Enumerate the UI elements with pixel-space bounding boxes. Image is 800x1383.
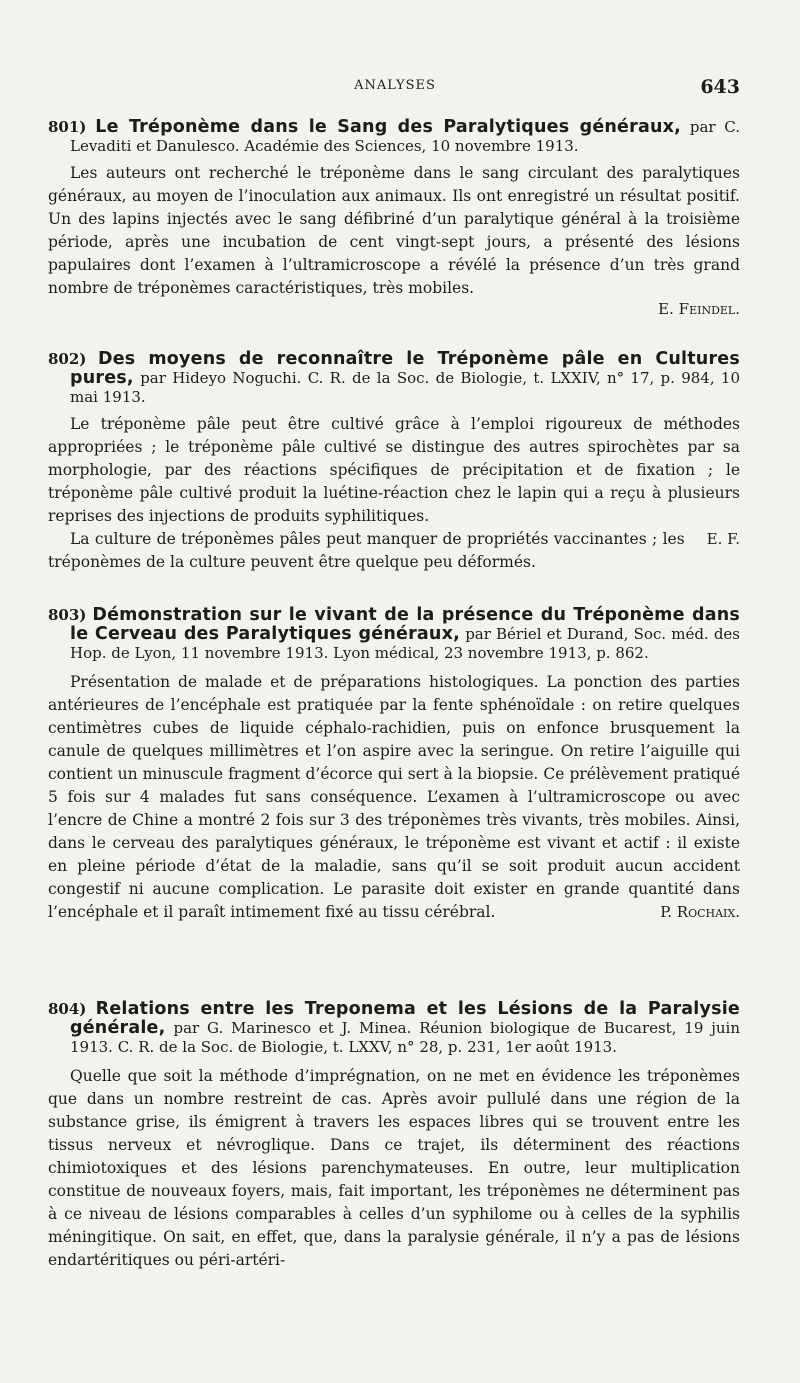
article-number: 803) bbox=[48, 606, 87, 624]
article-paragraph: Les auteurs ont recherché le tréponème dans le sang circulant des paralytiques généraux, au moyen de l’inoculation aux animaux. Ils ont enregistré un résultat positif. Un des lapins injectés avec le sang défibriné d’un paralytique général à la troisième période, après une incubation de cent vingt-sept jours, a présenté des lésions papulaires dont l’examen à l’ultramicroscope a révélé la présence d’un très grand nombre de tréponèmes caractéristiques, très mobiles. bbox=[48, 164, 740, 297]
article-803 bbox=[48, 606, 740, 924]
article-signature: E. Feindel. bbox=[658, 300, 740, 318]
running-head bbox=[50, 78, 740, 100]
article-number: 802) bbox=[48, 350, 87, 368]
article-number: 801) bbox=[48, 118, 87, 136]
article-paragraph-text: Présentation de malade et de préparations histologiques. La ponction des parties antérieures de l’encéphale est pratiquée par la fente sphénoïdale : on retire quelques centimètres cubes de liquide céphalo-rachidien, puis on enfonce brusquement la canule de quelques millimètres et l’on aspire avec la seringue. On retire l’aiguille qui contient un minuscule fragment d’écorce qui sert à la biopsie. Ce prélèvement pratiqué 5 fois sur 4 malades fut sans conséquence. L’examen à l’ultramicroscope ou avec l’encre de Chine a montré 2 fois sur 3 des tréponèmes très vivants, très mobiles. Ainsi, dans le cerveau des paralytiques généraux, le tréponème est vivant et actif : il existe en pleine période d’état de la maladie, sans qu’il se soit produit aucun accident congestif ni aucune complication. Le parasite doit exister en grande quantité dans l’encéphale et il paraît intimement fixé au tissu cérébral. bbox=[48, 673, 740, 921]
article-paragraph-last bbox=[48, 671, 740, 924]
article-citation: par C. Levaditi et Danulesco. Académie des Sciences, 10 novembre 1913. bbox=[70, 118, 740, 155]
article-signature: E. F. bbox=[706, 530, 740, 548]
article-citation: par Hideyo Noguchi. C. R. de la Soc. de Biologie, t. LXXIV, n° 17, p. 984, 10 mai 1913. bbox=[70, 369, 740, 406]
running-title: ANALYSES bbox=[354, 78, 436, 93]
article-heading bbox=[48, 1000, 740, 1057]
article-title: Des moyens de reconnaître le Tréponème pâle en Cultures pures, bbox=[70, 349, 740, 388]
article-paragraph: Le tréponème pâle peut être cultivé grâce à l’emploi rigoureux de méthodes appropriées ; le tréponème pâle cultivé se distingue des autres spirochètes par sa morphologie, par des réactions spécifiques de précipitation et de fixation ; le tréponème pâle cultivé produit la luétine-réaction chez le lapin qui a reçu à plusieurs reprises des injections de produits syphilitiques. bbox=[48, 415, 740, 525]
article-citation: par G. Marinesco et J. Minea. Réunion biologique de Bucarest, 19 juin 1913. C. R. de la Soc. de Biologie, t. LXXV, n° 28, p. 231, 1er août 1913. bbox=[70, 1019, 740, 1056]
article-title: Démonstration sur le vivant de la présence du Tréponème dans le Cerveau des Paralytiques généraux, bbox=[70, 605, 740, 644]
article-signature: P. Rochaix. bbox=[660, 903, 740, 921]
article-title: Relations entre les Treponema et les Lésions de la Paralysie générale, bbox=[70, 999, 740, 1038]
article-number: 804) bbox=[48, 1000, 87, 1018]
article-paragraph: Quelle que soit la méthode d’imprégnation, on ne met en évidence les tréponèmes que dans un nombre restreint de cas. Après avoir pullulé dans une région de la substance grise, ils émigrent à travers les espaces libres qui se trouvent entre les tissus nerveux et névroglique. Dans ce trajet, ils déterminent des réactions chimiotoxiques et des lésions parenchymateuses. En outre, leur multiplication constitue de nouveaux foyers, mais, fait important, les tréponèmes ne déterminent pas à ce niveau de lésions comparables à celles d’un syphilome ou à celles de la syphilis méningitique. On sait, en effet, que, dans la paralysie générale, il n’y a pas de lésions endartéritiques ou péri-artéri- bbox=[48, 1067, 740, 1269]
article-heading bbox=[48, 606, 740, 663]
article-802 bbox=[48, 350, 740, 574]
article-title: Le Tréponème dans le Sang des Paralytiques généraux, bbox=[95, 117, 681, 137]
article-heading bbox=[48, 350, 740, 407]
article-heading bbox=[48, 118, 740, 156]
article-801 bbox=[48, 118, 740, 318]
article-paragraph-text: La culture de tréponèmes pâles peut manquer de propriétés vaccinantes ; les tréponèmes de la culture peuvent être quelque peu déformés. bbox=[48, 530, 685, 571]
article-804 bbox=[48, 1000, 740, 1272]
page-number: 643 bbox=[700, 76, 740, 98]
article-citation: par Bériel et Durand, Soc. méd. des Hop. de Lyon, 11 novembre 1913. Lyon médical, 23 novembre 1913, p. 862. bbox=[70, 625, 740, 662]
article-paragraph-last bbox=[48, 528, 740, 574]
